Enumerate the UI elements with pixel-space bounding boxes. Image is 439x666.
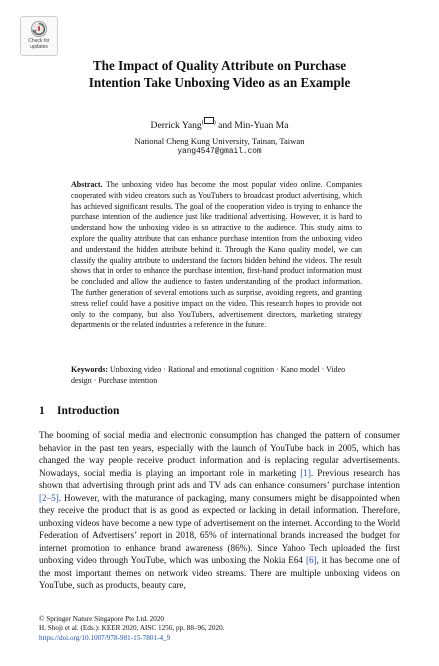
copyright-line: © Springer Nature Singapore Pte Ltd. 2020 — [39, 615, 165, 623]
corresponding-author-mark: ( ) — [202, 120, 216, 126]
section-heading — [39, 405, 119, 417]
envelope-icon — [204, 117, 214, 124]
abstract-text: The unboxing video has become the most popular video online. Companies cooperated with video creators such as YouTubers to broadcast product advertising, which has achieved significant results. The goal of the cooperation video is trying to enhance the purchase intention of the audience just like traditional advertising. However, it is hard to understand how the unboxing video is so attractive to the audience. This study aims to explore the quality attribute that can enhance purchase intention from the unboxing video and understand the hidden attribute behind it. Through the Kano quality model, we can classify the quality attribute to understand the factors hidden behind the videos. The result shows that in order to enhance the purchase intention, first-hand product information must be concluded and allow the audience to fasten understanding of the product information. The further generation of several emotions such as surprise, avoiding regrets, and granting stress relief could have a positive impact on the video. This research hopes to provide not only to the company, but also YouTubers, advertisement directors, marketing strategy departments or the related industries a reference in the future. — [71, 180, 363, 330]
body-text-segment: . Previous research has shown that advertising through print ads and TV ads can enhance consumers’ purchase intention — [39, 467, 400, 490]
check-for-updates-icon — [30, 20, 48, 38]
body-text-segment: , it has become one of the most important themes on network video streams. There are multiple unboxing videos on YouTube, such as products, beauty care, — [39, 555, 400, 590]
citation-link[interactable]: [6] — [305, 555, 317, 565]
section-number: 1 — [39, 405, 45, 417]
badge-label — [28, 39, 49, 50]
title-line1: The Impact of Quality Attribute on Purchase — [92, 58, 347, 73]
citation-link[interactable]: [1] — [300, 467, 311, 478]
keywords-label: Keywords: — [71, 365, 109, 374]
badge-label-line2: updates — [30, 43, 48, 50]
footer — [39, 615, 224, 643]
author-first: Derrick Yang — [150, 120, 202, 131]
body-paragraph — [39, 429, 400, 592]
abstract-label: Abstract. — [71, 180, 103, 189]
author-second: Min-Yuan Ma — [234, 120, 289, 131]
keywords — [71, 365, 362, 387]
body-text-segment: The booming of social media and electronic consumption has changed the pattern of consumer behavior in the past ten years, especially with the launch of YouTube back in 2005, which has changed the way people receive product information and is replacing regular advertisements. Nowadays, social media is playing an important role in marketing — [39, 430, 400, 478]
paper-title — [40, 58, 399, 91]
keywords-text: Unboxing video · Rational and emotional cognition · Kano model · Video design · Purchase intention — [71, 365, 346, 385]
citation-line: H. Shoji et al. (Eds.): KEER 2020, AISC 1256, pp. 88–96, 2020. — [39, 624, 225, 633]
affiliation: National Cheng Kung University, Tainan, Taiwan — [134, 136, 305, 146]
citation-link[interactable]: [2–5] — [39, 492, 59, 503]
abstract — [71, 180, 362, 331]
title-line2: Intention Take Unboxing Video as an Example — [88, 74, 351, 90]
author-separator: and — [215, 120, 235, 131]
email[interactable]: yang4547@gmail.com — [177, 148, 262, 156]
doi-link[interactable]: https://doi.org/10.1007/978-981-15-7801-4_9 — [39, 633, 171, 642]
check-for-updates-badge[interactable] — [20, 16, 58, 56]
badge-label-line1: Check for — [28, 38, 50, 44]
body-text-segment: . However, with the maturance of packaging, many consumers might be disappointed when they receive the product that is as good as expected or lacking in detail information. Therefore, unboxing videos have become a new type of advertisement on the internet. According to the World Federation of Advertisers’ report in 2018, 65% of international brands increased the budget for internet promotion to enhance brand awareness (86%). Since Yahoo Tech uploaded the first unboxing video through YouTube, which was unboxing the Nokia E64 — [39, 492, 400, 565]
authors — [0, 117, 439, 131]
section-title: Introduction — [57, 405, 120, 417]
